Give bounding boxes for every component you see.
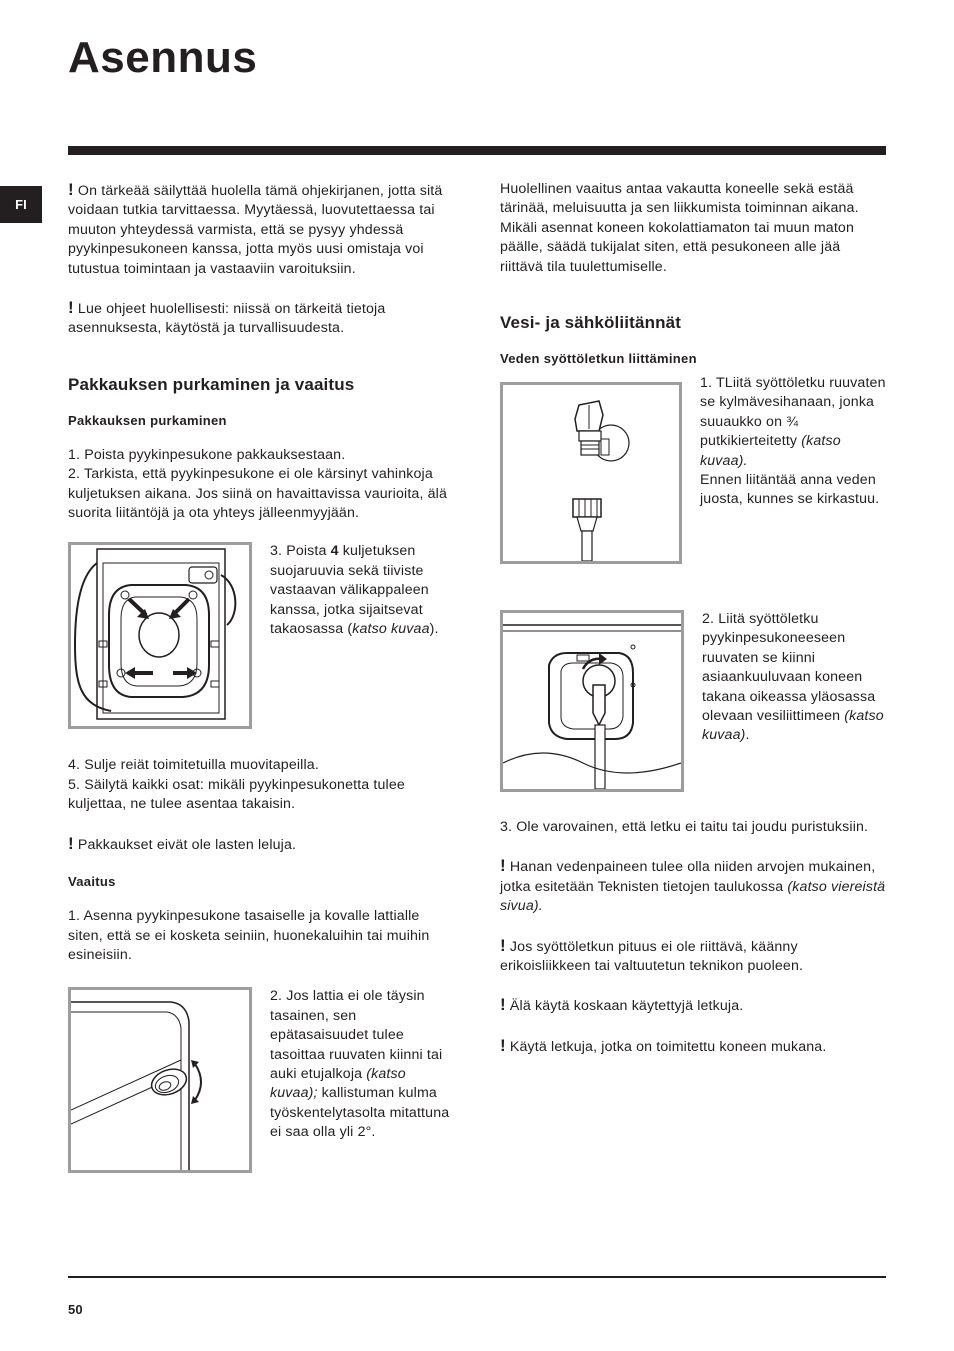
inlet-step-1: 1. TLiitä syöttöletku ruuvaten se kylmävesihanaan, jonka suuaukko on ¾ putkikierteitetty (katso kuvaa). Ennen liitäntää anna veden juosta, kunnes se kirkastuu. [700,375,886,508]
page-title: Asennus [68,33,258,82]
right-column [500,180,886,1057]
figure-tap-connection [500,382,682,564]
inlet-step-3: 3. Ole varovainen, että letku ei taitu tai joudu puristuksiin. [500,819,869,836]
level-step-1: 1. Asenna pyykinpesukone tasaiselle ja kovalle lattialle siten, että se ei kosketa seiniin, huonekaluihin tai muihin esineisiin. [68,908,430,963]
warning-hose-length: ! Jos syöttöletkun pituus ei ole riittävä, käänny erikoisliikkeen tai valtuutetun teknikon puoleen. [500,935,804,975]
warning-packaging: ! Pakkaukset eivät ole lasten leluja. [68,833,297,853]
warning-keep-manual: ! On tärkeää säilyttää huolella tämä ohjekirjanen, jotta sitä voidaan tutkia tarvittaessa. Myytäessä, luovutettaessa tai muuton yhteydessä varmista, että se pysyy yhdessä pyykinpesukoneen kanssa, jotta myös uusi omistaja voi tutustua toimintaan ja vastaaviin varoituksiin. [68,180,443,277]
warning-icon: ! [68,298,74,318]
step-4: 4. Sulje reiät toimitetuilla muovitapeilla. [68,757,319,774]
levelling-foot-illustration [71,990,249,1170]
section-heading-unpacking: Pakkauksen purkaminen ja vaaitus [68,374,355,394]
warning-used-hoses: ! Älä käytä koskaan käytettyjä letkuja. [500,995,744,1015]
figure-machine-inlet [500,610,684,792]
warning-icon: ! [500,856,506,876]
title-rule [68,146,886,155]
figure-levelling-foot [68,987,252,1173]
washer-back-illustration [71,545,249,726]
subheading-unpacking: Pakkauksen purkaminen [68,412,227,428]
inlet-step-2: 2. Liitä syöttöletku pyykinpesukoneeseen ruuvaten se kiinni asiaankuuluvaan koneen takana oikeassa yläosassa olevaan vesiliittimeen (katso kuvaa). [702,611,884,744]
subheading-inlet-hose: Veden syöttöletkun liittäminen [500,351,697,367]
machine-inlet-illustration [503,613,681,789]
left-column [68,180,456,1173]
page-number: 50 [68,1302,83,1317]
section-heading-connections: Vesi- ja sähköliitännät [500,313,682,333]
warning-icon: ! [500,935,506,955]
step-3: 3. Poista 4 kuljetuksen suojaruuvia sekä tiiviste vastaavan välikappaleen kanssa, jotka sijaitsevat takaosassa (katso kuvaa). [270,543,439,638]
tap-hose-illustration [503,385,679,561]
warning-icon: ! [68,180,74,199]
levelling-intro: Huolellinen vaaitus antaa vakautta koneelle sekä estää tärinää, meluisuutta ja sen liikkumista toiminnan aikana. Mikäli asennat koneen kokolattiamaton tai muun maton päälle, säädä tukijalat siten, että pesukoneen alle jää riittävä tila tuulettumiselle. [500,181,859,275]
figure-transport-bolts [68,542,252,729]
level-step-2: 2. Jos lattia ei ole täysin tasainen, sen epätasaisuudet tulee tasoittaa ruuvaten kiinni tai auki etujalkoja (katso kuvaa); kallistuman kulma työskentelytasolta mitattuna ei saa olla yli 2°. [270,988,450,1141]
figure-row-tap [500,375,886,564]
step-2: 2. Tarkista, että pyykinpesukone ei ole kärsinyt vahinkoja kuljetuksen aikana. Jos siinä on havaittavissa vaurioita, älä suorita liitäntöjä ja ota yhteys jälleenmyyjään. [68,466,448,522]
step-1: 1. Poista pyykinpesukone pakkauksestaan. [68,446,346,463]
footer-rule [68,1276,886,1278]
warning-read-instructions: ! Lue ohjeet huolellisesti: niissä on tärkeitä tietoja asennuksesta, käytöstä ja turvallisuudesta. [68,298,386,337]
figure-row-levelling [68,987,456,1173]
subheading-levelling: Vaaitus [68,874,116,890]
warning-water-pressure: ! Hanan vedenpaineen tulee olla niiden arvojen mukainen, jotka esitetään Teknisten tietojen taulukossa (katso viereistä sivua). [500,856,886,915]
language-tab: FI [0,186,42,223]
figure-row-machine-inlet [500,610,886,792]
figure-row-transport-bolts [68,542,456,729]
step-5: 5. Säilytä kaikki osat: mikäli pyykinpesukonetta tulee kuljettaa, ne tulee asentaa takaisin. [68,776,405,813]
warning-icon: ! [500,1035,506,1055]
warning-icon: ! [500,995,506,1015]
warning-icon: ! [68,833,74,853]
warning-supplied-hoses: ! Käytä letkuja, jotka on toimitettu koneen mukana. [500,1035,827,1055]
